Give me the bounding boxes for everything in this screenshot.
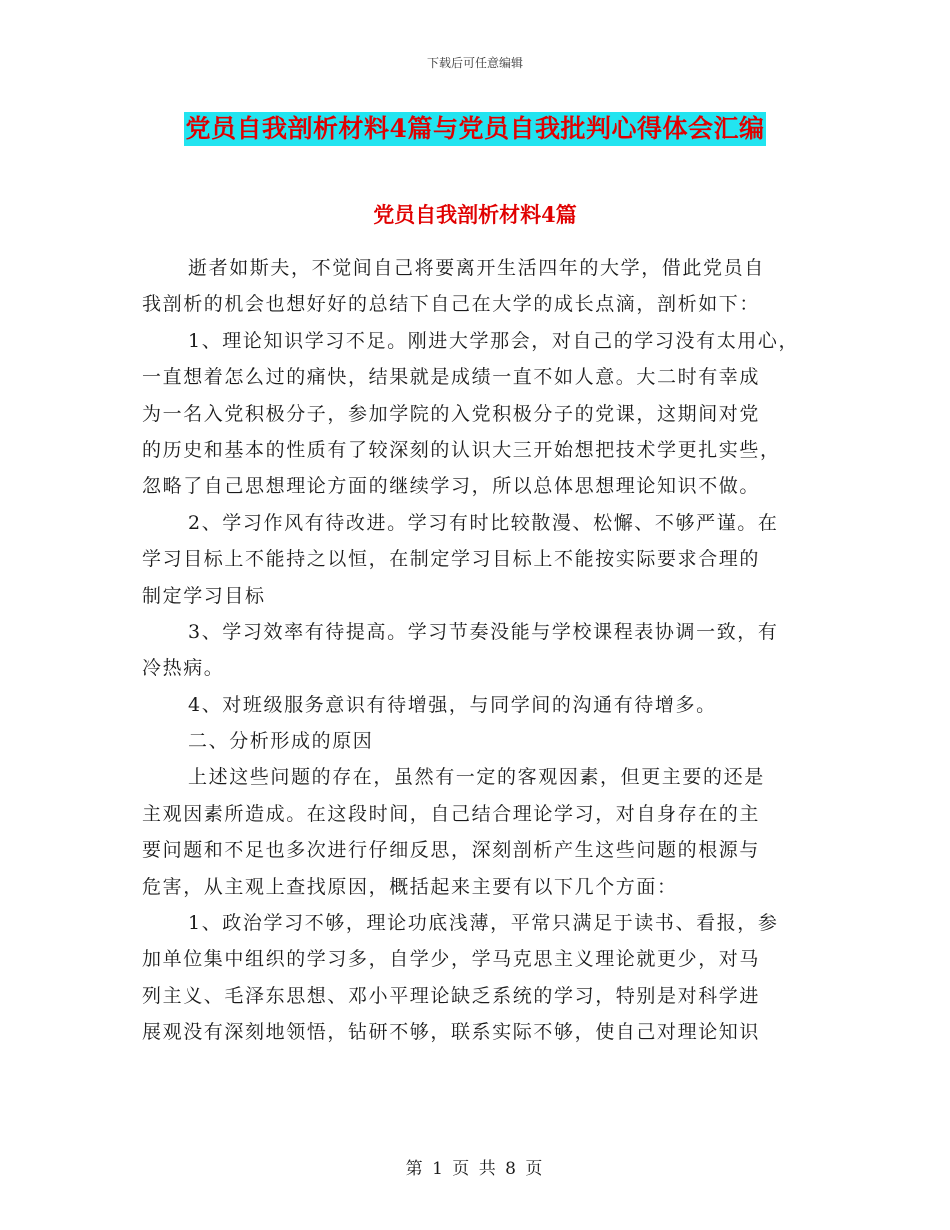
- text-line: 1、理论知识学习不足。刚进大学那会，对自己的学习没有太用心，: [188, 329, 800, 352]
- text-line: 3、学习效率有待提高。学习节奏没能与学校课程表协调一致，有: [188, 620, 779, 643]
- page-footer: 第 1 页 共 8 页: [405, 1159, 545, 1179]
- text-line: 一直想着怎么过的痛快，结果就是成绩一直不如人意。大二时有幸成: [142, 366, 761, 389]
- section-title: 党员自我剖析材料4篇: [373, 202, 577, 227]
- text-line: 冷热病。: [142, 657, 225, 680]
- text-line: 忽略了自己思想理论方面的继续学习，所以总体思想理论知识不做。: [142, 475, 761, 498]
- text-line: 我剖析的机会也想好好的总结下自己在大学的成长点滴，剖析如下：: [142, 293, 761, 316]
- text-line: 二、分析形成的原因: [188, 730, 374, 753]
- header-note: 下载后可任意编辑: [426, 56, 523, 70]
- text-line: 展观没有深刻地领悟，钻研不够，联系实际不够，使自己对理论知识: [142, 1021, 761, 1044]
- text-line: 为一名入党积极分子，参加学院的入党积极分子的党课，这期间对党: [142, 402, 761, 425]
- text-line: 2、学习作风有待改进。学习有时比较散漫、松懈、不够严谨。在: [188, 511, 779, 534]
- text-line: 列主义、毛泽东思想、邓小平理论缺乏系统的学习，特别是对科学进: [142, 984, 761, 1007]
- body-text: [142, 250, 818, 1051]
- text-line: 危害，从主观上查找原因，概括起来主要有以下几个方面：: [142, 875, 678, 898]
- text-line: 加单位集中组织的学习多，自学少，学马克思主义理论就更少，对马: [142, 948, 761, 971]
- text-line: 学习目标上不能持之以恒，在制定学习目标上不能按实际要求合理的: [142, 548, 761, 571]
- document-title: 党员自我剖析材料4篇与党员自我批判心得体会汇编: [184, 112, 767, 146]
- document-title-container: [0, 112, 950, 146]
- text-line: 的历史和基本的性质有了较深刻的认识大三开始想把技术学更扎实些，: [142, 438, 781, 461]
- text-line: 要问题和不足也多次进行仔细反思，深刻剖析产生这些问题的根源与: [142, 839, 761, 862]
- text-line: 4、对班级服务意识有待增强，与同学间的沟通有待增多。: [188, 693, 717, 716]
- text-line: 1、政治学习不够，理论功底浅薄，平常只满足于读书、看报，参: [188, 912, 779, 935]
- text-line: 逝者如斯夫，不觉间自己将要离开生活四年的大学，借此党员自: [188, 257, 765, 279]
- text-line: 制定学习目标: [142, 584, 266, 607]
- text-line: 上述这些问题的存在，虽然有一定的客观因素，但更主要的还是: [188, 766, 765, 789]
- text-line: 主观因素所造成。在这段时间，自己结合理论学习，对自身存在的主: [142, 802, 761, 825]
